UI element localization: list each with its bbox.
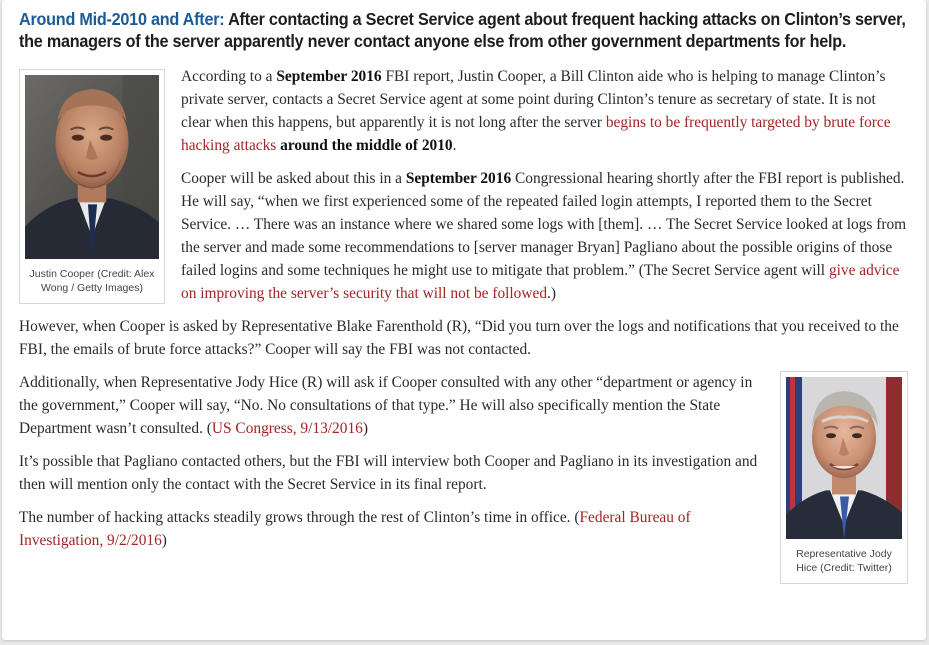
entry-headline-text: After contacting a Secret Service agent about frequent hacking attacks on Clinton’s server, the managers of the server apparently never contact anyone else from other government departments for help. <box>19 9 906 51</box>
p3-text-1: However, when Cooper is asked by Representative Blake Farenthold (R), “Did you turn over the logs and notifications that you received to the FBI, the emails of brute force attacks?” Cooper will say the FBI was not contacted. <box>19 318 899 358</box>
p6-text-1: The number of hacking attacks steadily grows through the rest of Clinton’s time in office. ( <box>19 509 580 526</box>
link-brute-force-attacks[interactable]: begins to be frequently targeted by brute force hacking attacks <box>181 114 891 154</box>
justin-cooper-caption: Justin Cooper (Credit: Alex Wong / Getty Images) <box>29 268 155 294</box>
link-us-congress[interactable]: US Congress, 9/13/2016 <box>211 420 363 437</box>
p1-timeframe-bold: around the middle of 2010 <box>280 137 453 154</box>
paragraph-3 <box>19 315 908 361</box>
p1-text-1: According to a <box>181 68 277 85</box>
figure-justin-cooper <box>19 69 165 304</box>
paragraph-4 <box>19 371 908 440</box>
paragraph-6 <box>19 506 908 552</box>
p1-date-bold: September 2016 <box>276 68 382 85</box>
link-fbi-report[interactable]: Federal Bureau of Investigation, 9/2/2016 <box>19 509 691 549</box>
p1-text-2: FBI report, Justin Cooper, a Bill Clinton aide who is helping to manage Clinton’s private server, contacts a Secret Service agent at some point during Clinton’s tenure as secretary of state. It is not clear when this happens, but apparently it is not long after the server <box>181 68 886 131</box>
p4-text-1: Additionally, when Representative Jody Hice (R) will ask if Cooper consulted with any other “department or agency in the government,” Cooper will say, “No. No consultations of that type.” He will also specifically mention the State Department wasn’t consulted. ( <box>19 374 753 437</box>
entry-date-label: Around Mid-2010 and After: <box>19 9 225 29</box>
entry-headline <box>19 8 916 52</box>
entry-body <box>19 65 908 574</box>
p1-text-4: . <box>452 137 457 154</box>
p2-text-3: .) <box>547 285 557 302</box>
paragraph-5 <box>19 450 908 496</box>
p2-text-2: Congressional hearing shortly after the FBI report is published. He will say, “when we first experienced some of the repeated failed login attempts, I reported them to the Secret Service. … There was an instance where we shared some logs with [them]. … The Secret Service looked at logs from the server and made some recommendations to [server manager Bryan] Pagliano about the possible origins of those failed logins and some techniques he might use to mitigate that problem.” (The Secret Service agent will <box>181 170 907 279</box>
figure-jody-hice <box>780 371 908 584</box>
jody-hice-caption: Representative Jody Hice (Credit: Twitter) <box>796 548 892 574</box>
link-security-advice[interactable]: give advice on improving the server’s security that will not be followed <box>181 262 900 302</box>
entry-card <box>2 0 926 640</box>
p4-text-2: ) <box>362 420 368 437</box>
justin-cooper-photo <box>25 75 159 259</box>
p5-text-1: It’s possible that Pagliano contacted others, but the FBI will interview both Cooper and Pagliano in its investigation and then will mention only the contact with the Secret Service in its final report. <box>19 453 758 493</box>
p2-text-1: Cooper will be asked about this in a <box>181 170 406 187</box>
jody-hice-photo <box>786 377 902 539</box>
p6-text-2: ) <box>161 532 167 549</box>
p2-date-bold: September 2016 <box>405 170 512 187</box>
